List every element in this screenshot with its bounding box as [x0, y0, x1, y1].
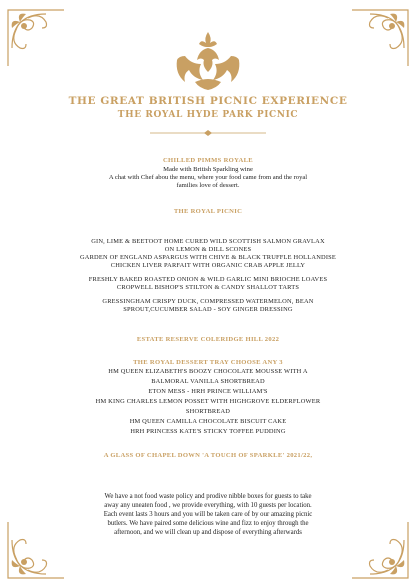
menu-item: HM KING CHARLES LEMON POSSET WITH HIGHGROVE ELDERFLOWER: [95, 398, 321, 405]
menu-item: HM QUEEN CAMILLA CHOCOLATE BISCUIT CAKE: [129, 418, 287, 425]
section-heading-dessert: THE ROYAL DESSERT TRAY CHOOSE ANY 3: [133, 359, 283, 366]
menu-item: GRESSINGHAM CRISPY DUCK, COMPRESSED WATERMELON, BEAN: [102, 298, 314, 305]
menu-item: HM QUEEN ELIZABETH'S BOOZY CHOCOLATE MOUSSE WITH A: [108, 368, 308, 375]
page-title: THE GREAT BRITISH PICNIC EXPERIENCE: [68, 95, 348, 107]
text-line: Made with British Sparkling wine: [163, 166, 253, 173]
footer-text-line: We have a not food waste policy and prodive nibble boxes for guests to take: [104, 493, 312, 500]
menu-item: ETON MESS - HRH PRINCE WILLIAM'S: [148, 388, 268, 395]
section-heading-royal-picnic: THE ROYAL PICNIC: [173, 208, 243, 215]
footer-text-line: afternoon, and we will clean up and dispose of everything afterwards: [114, 529, 302, 536]
menu-item: SHORTBREAD: [185, 408, 231, 415]
menu-item: GIN, LIME & BEETOOT HOME CURED WILD SCOTTISH SALMON GRAVLAX: [91, 238, 325, 245]
footer-text-line: butlers. We have paired some delicious wine and fizz to enjoy through the: [107, 520, 309, 527]
text-line: A chat with Chef abou the menu, where your food came from and the royal: [108, 174, 308, 181]
menu-item: ON LEMON & DILL SCONES: [164, 246, 252, 253]
section-heading-chapel: A GLASS OF CHAPEL DOWN 'A TOUCH OF SPARKLE' 2021/22,: [103, 452, 313, 459]
royal-crest-logo: [173, 30, 243, 92]
corner-ornament-top-left: [6, 8, 66, 68]
menu-item: BALMORAL VANILLA SHORTBREAD: [151, 378, 265, 385]
menu-item: HRH PRINCESS KATE'S STICKY TOFFEE PUDDING: [130, 428, 286, 435]
footer-text-line: away any uneaten food , we provide everything, with 10 guests per location.: [104, 502, 312, 509]
menu-item: FRESHLY BAKED ROASTED ONION & WILD GARLIC MINI BRIOCHE LOAVES: [88, 276, 328, 283]
menu-item: CROPWELL BISHOP'S STILTON & CANDY SHALLOT TARTS: [116, 284, 300, 291]
page-subtitle: THE ROYAL HYDE PARK PICNIC: [117, 110, 299, 120]
title-divider: [150, 129, 266, 137]
corner-ornament-top-right: [350, 8, 410, 68]
menu-item: CHICKEN LIVER PARFAIT WITH ORGANIC CRAB APPLE JELLY: [110, 262, 306, 269]
section-heading-pimms: CHILLED PIMMS ROYALE: [162, 157, 254, 164]
text-line: families love of dessert.: [176, 182, 240, 189]
menu-item: GARDEN OF ENGLAND ASPARGUS WITH CHIVE & BLACK TRUFFLE HOLLANDISE: [79, 254, 337, 261]
footer-text-line: Each event lasts 3 hours and you will be taken care of by our amazing picnic: [103, 511, 313, 518]
section-heading-estate: ESTATE RESERVE COLERIDGE HILL 2022: [136, 336, 280, 343]
menu-item: SPROUT,CUCUMBER SALAD - SOY GINGER DRESSING: [123, 306, 293, 313]
